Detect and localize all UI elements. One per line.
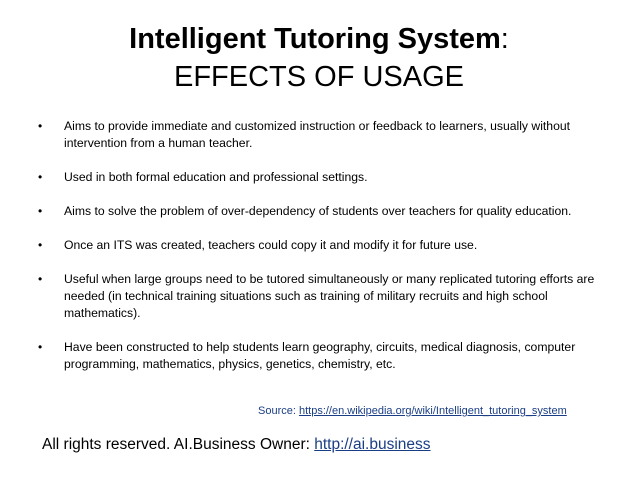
title-line-1 <box>0 20 638 58</box>
bullet-dot: • <box>38 238 43 252</box>
bullet-dot: • <box>38 204 43 218</box>
source-link[interactable]: https://en.wikipedia.org/wiki/Intelligent_tutoring_system <box>298 405 567 417</box>
bullet-dot: • <box>38 170 43 184</box>
bullet-text: Used in both formal education and professional settings. <box>64 170 368 184</box>
bullet-item <box>38 118 598 152</box>
slide-title <box>0 20 638 96</box>
bullet-text: Useful when large groups need to be tutored simultaneously or many replicated tutoring efforts are needed (in technical training situations such as training of military recruits and high school mathematics). <box>64 272 595 320</box>
bullet-dot: • <box>38 340 43 354</box>
bullet-text: Once an ITS was created, teachers could copy it and modify it for future use. <box>64 238 478 252</box>
bullet-item <box>38 237 598 254</box>
title-main: Intelligent Tutoring System <box>129 23 501 55</box>
bullet-item <box>38 169 598 186</box>
footer-link[interactable]: http://ai.business <box>314 436 431 453</box>
source-citation <box>258 404 567 418</box>
bullet-item <box>38 271 598 322</box>
bullet-dot: • <box>38 119 43 133</box>
bullet-list <box>38 118 598 390</box>
footer-rights <box>42 435 431 455</box>
title-colon: : <box>500 23 509 55</box>
bullet-text: Have been constructed to help students learn geography, circuits, medical diagnosis, computer programming, mathematics, physics, genetics, chemistry, etc. <box>64 340 576 371</box>
source-label: Source: <box>258 405 299 417</box>
bullet-dot: • <box>38 272 43 286</box>
bullet-text: Aims to provide immediate and customized instruction or feedback to learners, usually without intervention from a human teacher. <box>64 119 571 150</box>
bullet-item <box>38 203 598 220</box>
bullet-item <box>38 339 598 373</box>
bullet-text: Aims to solve the problem of over-dependency of students over teachers for quality education. <box>64 204 572 218</box>
title-line-2: EFFECTS OF USAGE <box>173 61 465 93</box>
footer-text: All rights reserved. AI.Business Owner: <box>42 436 315 453</box>
